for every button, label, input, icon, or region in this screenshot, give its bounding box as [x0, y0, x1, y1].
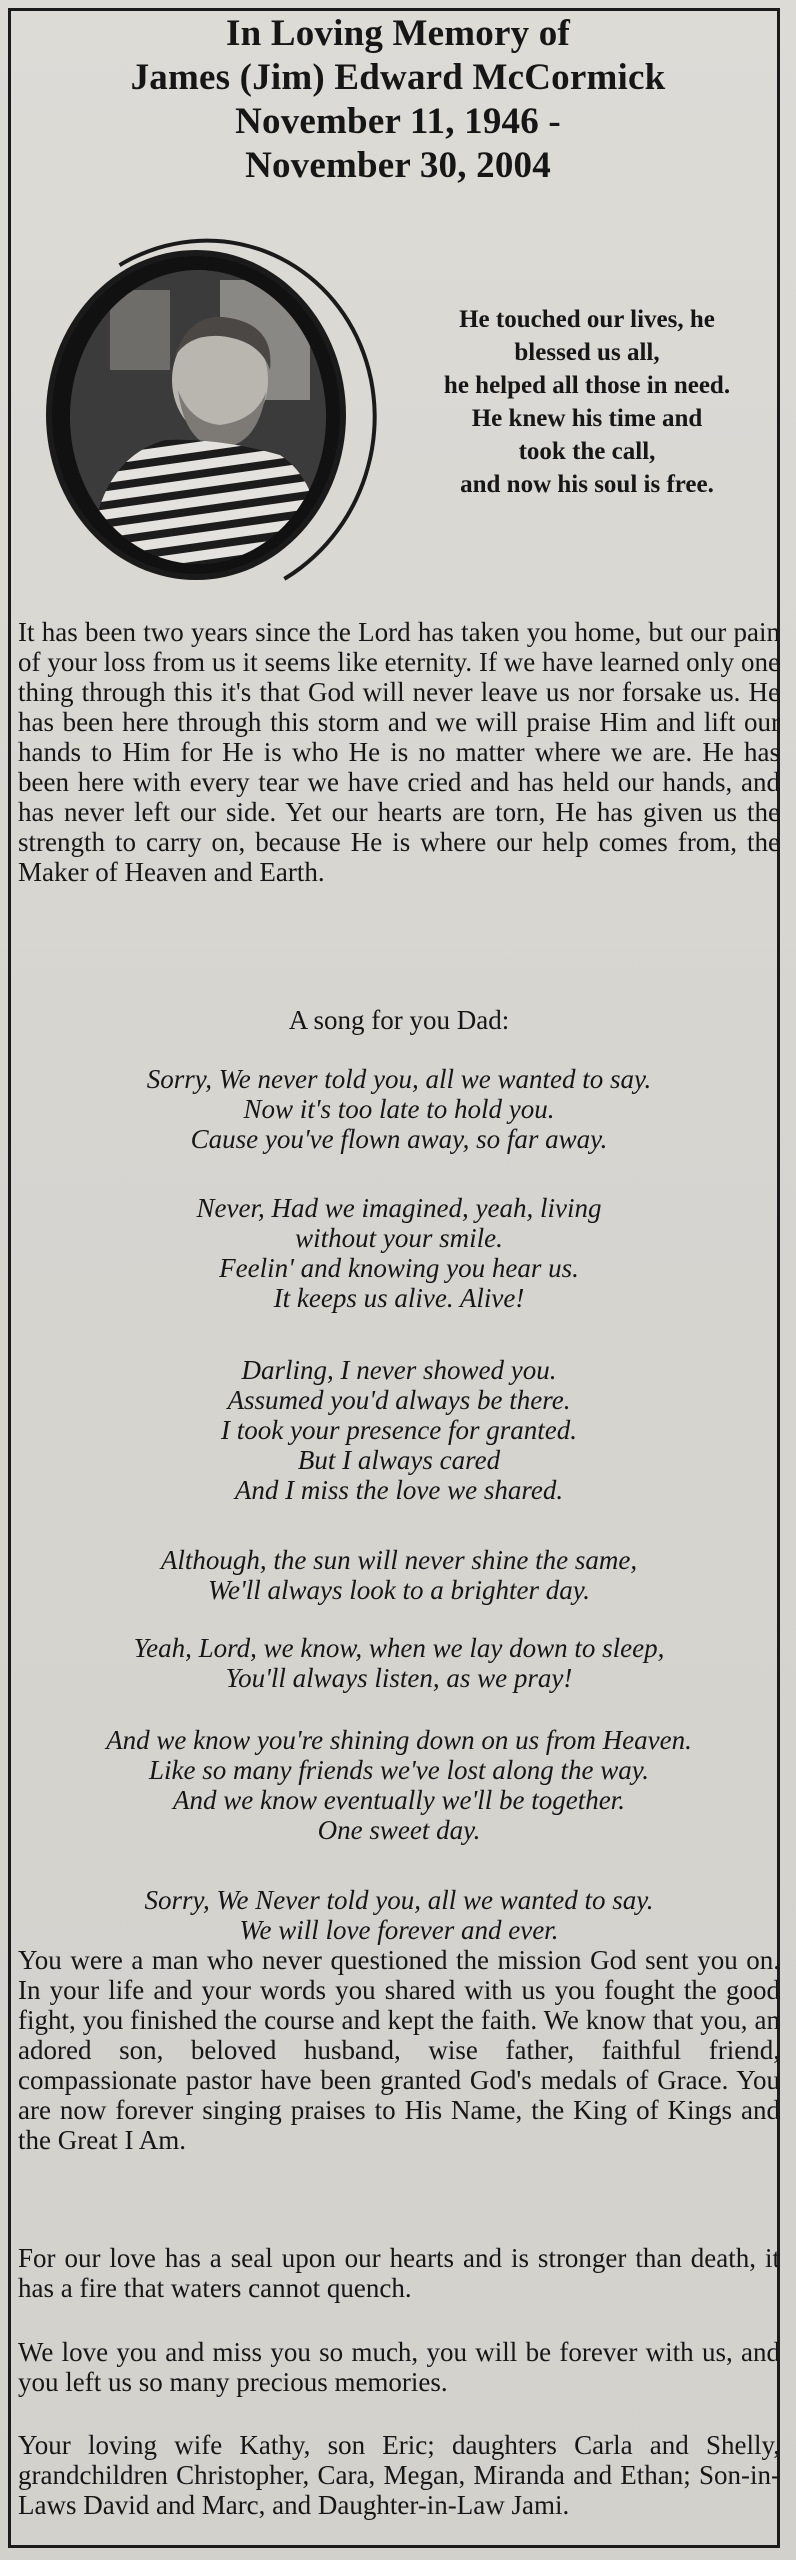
portrait-illustration: [70, 270, 326, 564]
verse-line: You'll always listen, as we pray!: [225, 1663, 573, 1693]
song-verse-7: [18, 1885, 780, 1945]
opening-poem: [402, 303, 772, 501]
tribute-paragraph-1: It has been two years since the Lord has taken you home, but our pain of your loss from us it seems like eternity. If we have learned only one thing through this it's that God will never leave us nor forsake us. He has been here through this storm and we will praise Him and lift our hands to Him for He is who He is no matter where we are. He has been here with every tear we have cried and has held our hands, and has never left our side. Yet our hearts are torn, He has given us the strength to carry on, because He is where our help comes from, the Maker of Heaven and Earth.: [18, 617, 780, 887]
poem-line: took the call,: [518, 438, 656, 465]
song-verse-2: [18, 1193, 780, 1313]
verse-line: Yeah, Lord, we know, when we lay down to sleep,: [133, 1633, 665, 1663]
verse-line: Darling, I never showed you.: [241, 1355, 557, 1385]
verse-line: Sorry, We never told you, all we wanted to say.: [146, 1064, 652, 1094]
song-verse-1: [18, 1064, 780, 1154]
poem-line: blessed us all,: [514, 339, 660, 366]
verse-line: Like so many friends we've lost along the way.: [149, 1755, 649, 1785]
verse-line: One sweet day.: [317, 1815, 481, 1845]
verse-line: Cause you've flown away, so far away.: [190, 1124, 608, 1154]
tribute-paragraph-4: We love you and miss you so much, you will be forever with us, and you left us so many precious memories.: [18, 2337, 780, 2397]
verse-line: Assumed you'd always be there.: [227, 1385, 571, 1415]
portrait-image: [70, 270, 326, 564]
verse-line: Never, Had we imagined, yeah, living: [196, 1193, 602, 1223]
verse-line: without your smile.: [295, 1223, 503, 1253]
poem-line: and now his soul is free.: [460, 471, 714, 498]
header-line-4: November 30, 2004: [245, 145, 551, 186]
verse-line: Feelin' and knowing you hear us.: [219, 1253, 579, 1283]
verse-line: Now it's too late to hold you.: [243, 1094, 555, 1124]
verse-line: It keeps us alive. Alive!: [273, 1283, 525, 1313]
verse-line: And we know eventually we'll be together.: [173, 1785, 625, 1815]
header-line-2: James (Jim) Edward McCormick: [130, 57, 666, 98]
verse-line: We will love forever and ever.: [239, 1915, 559, 1945]
verse-line: Sorry, We Never told you, all we wanted to say.: [144, 1885, 654, 1915]
poem-line: He touched our lives, he: [459, 306, 715, 333]
verse-line: Although, the sun will never shine the same,: [160, 1545, 638, 1575]
verse-line: And we know you're shining down on us from Heaven.: [106, 1725, 692, 1755]
verse-line: But I always cared: [297, 1445, 501, 1475]
poem-line: he helped all those in need.: [443, 372, 731, 399]
header-line-1: In Loving Memory of: [226, 13, 570, 54]
memorial-header: [0, 12, 796, 188]
verse-line: We'll always look to a brighter day.: [207, 1575, 590, 1605]
verse-line: And I miss the love we shared.: [234, 1475, 564, 1505]
family-signature: Your loving wife Kathy, son Eric; daughters Carla and Shelly, grandchildren Christopher, Cara, Megan, Miranda and Ethan; Son-in-Laws David and Marc, and Daughter-in-Law Jami.: [18, 2430, 780, 2520]
header-line-3: November 11, 1946 -: [235, 101, 561, 142]
song-intro: A song for you Dad:: [288, 1005, 510, 1035]
tribute-paragraph-2: You were a man who never questioned the mission God sent you on. In your life and your words you shared with us you fought the good fight, you finished the course and kept the faith. We know that you, an adored son, beloved husband, wise father, faithful friend, compassionate pastor have been granted God's medals of Grace. You are now forever singing praises to His Name, the King of Kings and the Great I Am.: [18, 1945, 780, 2155]
song-verse-4: [18, 1545, 780, 1605]
portrait-photo: [18, 230, 373, 605]
poem-line: He knew his time and: [471, 405, 703, 432]
song-verse-3: [18, 1355, 780, 1505]
song-verse-6: [18, 1725, 780, 1845]
tribute-paragraph-3: For our love has a seal upon our hearts and is stronger than death, it has a fire that waters cannot quench.: [18, 2243, 780, 2303]
song-verse-5: [18, 1633, 780, 1693]
verse-line: I took your presence for granted.: [221, 1415, 577, 1445]
